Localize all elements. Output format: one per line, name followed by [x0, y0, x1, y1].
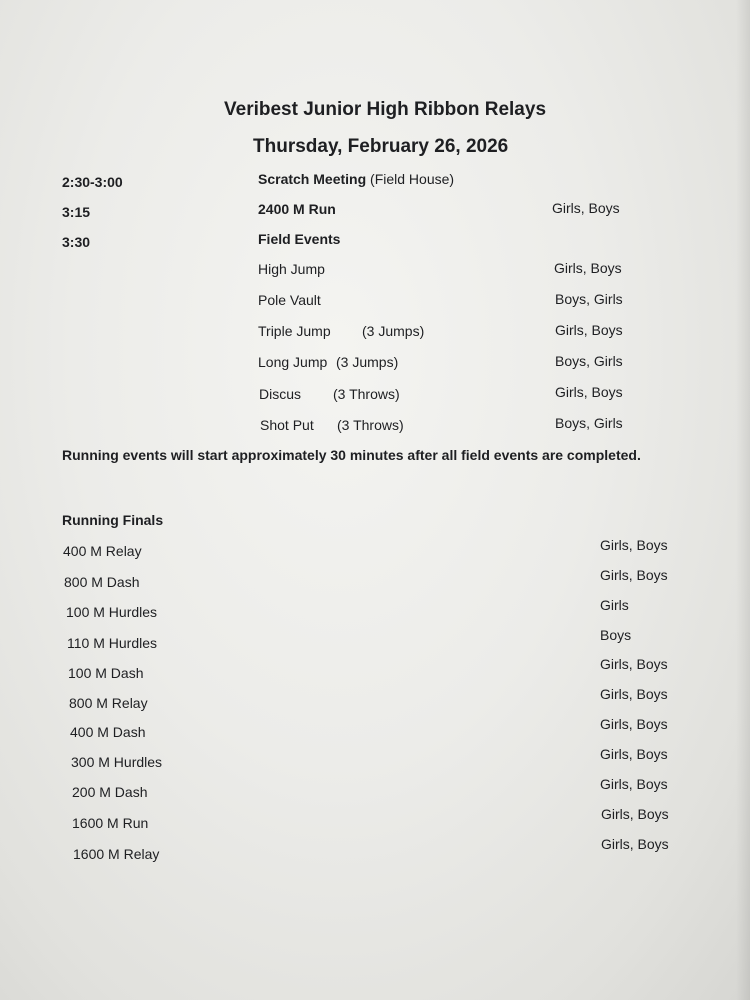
field-event-detail: (3 Jumps)	[362, 323, 425, 339]
field-event-detail: (3 Throws)	[333, 386, 400, 402]
schedule-time: 3:15	[62, 204, 91, 220]
field-event-divisions: Girls, Boys	[555, 384, 623, 400]
running-event-name: 200 M Dash	[72, 784, 148, 800]
running-event-divisions: Girls, Boys	[601, 836, 669, 852]
running-event-name: 100 M Dash	[68, 665, 144, 681]
field-event-name: Triple Jump	[258, 323, 331, 339]
schedule-divisions: Girls, Boys	[552, 200, 620, 216]
running-finals-heading: Running Finals	[62, 512, 164, 528]
schedule-event-name: 2400 M Run	[258, 201, 336, 217]
field-event-name: Long Jump	[258, 354, 328, 370]
running-event-name: 800 M Dash	[64, 574, 140, 590]
running-event-name: 800 M Relay	[69, 695, 148, 711]
running-event-name: 400 M Relay	[63, 543, 142, 559]
running-event-divisions: Girls, Boys	[600, 716, 668, 732]
running-event-divisions: Girls, Boys	[600, 776, 668, 792]
running-event-name: 110 M Hurdles	[67, 635, 158, 651]
running-event-divisions: Girls, Boys	[600, 537, 668, 553]
running-event-name: 100 M Hurdles	[66, 604, 158, 620]
field-event-divisions: Girls, Boys	[554, 260, 622, 276]
field-event-name: High Jump	[258, 261, 325, 277]
schedule-event-extra: (Field House)	[370, 171, 455, 187]
running-event-name: 400 M Dash	[70, 724, 146, 740]
field-event-detail: (3 Throws)	[337, 417, 404, 433]
field-event-divisions: Boys, Girls	[555, 291, 623, 307]
schedule-event-name: Field Events	[258, 231, 341, 247]
field-event-name: Shot Put	[260, 417, 314, 433]
running-event-divisions: Girls, Boys	[601, 806, 669, 822]
running-event-divisions: Girls, Boys	[600, 567, 668, 583]
running-event-name: 1600 M Relay	[73, 846, 160, 862]
running-event-divisions: Girls, Boys	[600, 746, 668, 762]
field-event-divisions: Girls, Boys	[555, 322, 623, 338]
schedule-time: 3:30	[62, 234, 91, 250]
schedule-time: 2:30-3:00	[62, 174, 123, 190]
running-event-divisions: Girls, Boys	[600, 686, 668, 702]
event-date: Thursday, February 26, 2026	[253, 136, 509, 157]
schedule-event	[258, 171, 454, 187]
schedule-event-name: Scratch Meeting	[258, 171, 367, 187]
running-event-name: 1600 M Run	[72, 815, 149, 831]
document-title: Veribest Junior High Ribbon Relays	[224, 99, 547, 120]
field-event-name: Pole Vault	[258, 292, 321, 308]
field-event-detail: (3 Jumps)	[336, 354, 399, 370]
running-events-note: Running events will start approximately 30 minutes after all field events are completed.	[62, 447, 641, 463]
running-event-divisions: Girls	[600, 597, 629, 613]
running-event-name: 300 M Hurdles	[71, 754, 163, 770]
field-event-name: Discus	[259, 386, 302, 402]
running-event-divisions: Boys	[600, 627, 632, 643]
field-event-divisions: Boys, Girls	[555, 353, 623, 369]
field-event-divisions: Boys, Girls	[555, 415, 623, 431]
running-event-divisions: Girls, Boys	[600, 656, 668, 672]
